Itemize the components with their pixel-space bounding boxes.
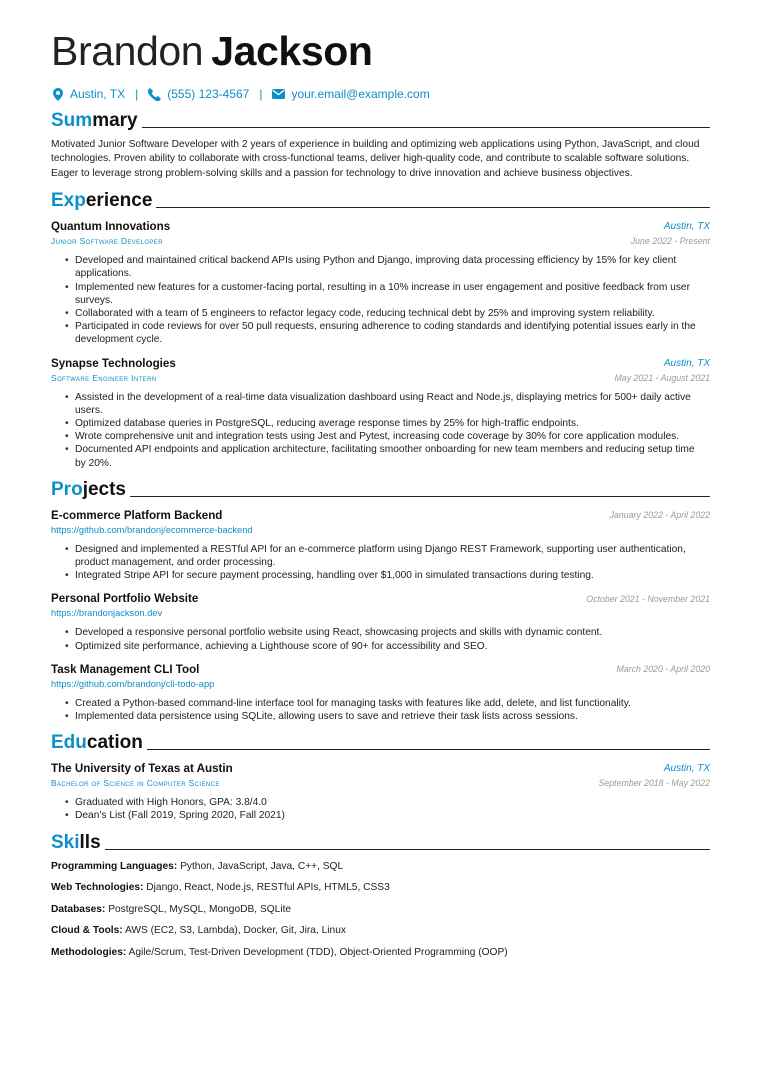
bullet-item: • Integrated Stripe API for secure payment processing, handling over $1,000 in simulated transactions during testing. <box>75 569 710 582</box>
project-name: Personal Portfolio Website <box>51 592 199 606</box>
project-dates: March 2020 - April 2020 <box>616 664 710 675</box>
education-dates: September 2018 - May 2022 <box>598 778 710 789</box>
heading-rule <box>130 496 710 497</box>
project-bullets <box>51 626 710 652</box>
skill-row <box>51 881 710 895</box>
bullet-item: • Collaborated with a team of 5 engineers to refactor legacy code, reducing technical debt by 25% and improving system reliability. <box>75 307 710 320</box>
project-entry <box>51 662 710 723</box>
school-name: The University of Texas at Austin <box>51 762 233 776</box>
skill-row <box>51 860 710 874</box>
email-link[interactable]: your.email@example.com <box>291 87 430 101</box>
job-role: Junior Software Developer <box>51 236 163 247</box>
skill-value: Django, React, Node.js, RESTful APIs, HTML5, CSS3 <box>143 882 390 894</box>
bullet-item: • Assisted in the development of a real-time data visualization dashboard using React and Node.js, displaying metrics for 500+ daily active users. <box>75 391 710 417</box>
summary-heading: Summary <box>51 110 710 132</box>
skill-row <box>51 946 710 960</box>
bullet-item: • Implemented data persistence using SQLite, allowing users to save and retrieve their task lists across sessions. <box>75 710 710 723</box>
job-bullets <box>51 254 710 346</box>
project-dates: January 2022 - April 2022 <box>609 510 710 521</box>
project-link[interactable]: https://brandonjackson.dev <box>51 608 163 619</box>
phone-text[interactable]: (555) 123-4567 <box>167 87 250 101</box>
education-entry <box>51 761 710 822</box>
phone-icon <box>148 88 161 101</box>
project-bullets <box>51 543 710 583</box>
project-entry <box>51 508 710 583</box>
contact-separator: | <box>259 87 263 101</box>
project-name: Task Management CLI Tool <box>51 662 200 676</box>
skill-value: Agile/Scrum, Test-Driven Development (TDD), Object-Oriented Programming (OOP) <box>126 946 508 958</box>
degree: Bachelor of Science in Computer Science <box>51 778 220 789</box>
school-location: Austin, TX <box>663 763 710 775</box>
resume-page <box>51 28 710 967</box>
heading-rule <box>142 127 710 128</box>
skill-value: AWS (EC2, S3, Lambda), Docker, Git, Jira, Linux <box>122 925 346 937</box>
bullet-item: • Optimized site performance, achieving a Lighthouse score of 90+ for accessibility and SEO. <box>75 640 710 653</box>
skill-row <box>51 924 710 938</box>
project-dates: October 2021 - November 2021 <box>586 593 710 604</box>
bullet-item: • Developed a responsive personal portfolio website using React, showcasing projects and skills with dynamic content. <box>75 626 710 639</box>
heading-rule <box>105 849 710 850</box>
job-location: Austin, TX <box>663 357 710 369</box>
heading-rule <box>147 749 710 750</box>
summary-text: Motivated Junior Software Developer with 2 years of experience in building and optimizing web applications using Python, JavaScript, and cloud technologies. Proven ability to collaborate with cross-functional teams, deliver high-quality code, and contribute to scalable software solutions. Eager to leverage strong problem-solving skills and a passion for technology to drive innovation and achieve business objectives. <box>51 139 700 179</box>
skills-list <box>51 860 710 960</box>
skill-label: Programming Languages: <box>51 860 178 872</box>
project-bullets <box>51 697 710 723</box>
job-bullets <box>51 391 710 470</box>
location-text: Austin, TX <box>70 87 126 101</box>
project-link[interactable]: https://github.com/brandonj/cli-todo-app <box>51 678 215 689</box>
job-dates: June 2022 - Present <box>630 236 710 247</box>
skill-row <box>51 903 710 917</box>
bullet-item: • Created a Python-based command-line interface tool for managing tasks with features like add, delete, and list functionality. <box>75 697 710 710</box>
job-role: Software Engineer Intern <box>51 372 157 383</box>
skill-value: Python, JavaScript, Java, C++, SQL <box>177 860 344 872</box>
contact-line <box>51 86 710 102</box>
skill-value: PostgreSQL, MySQL, MongoDB, SQLite <box>105 903 292 915</box>
skill-label: Databases: <box>51 903 106 915</box>
bullet-item: • Dean’s List (Fall 2019, Spring 2020, Fall 2021) <box>75 809 710 822</box>
job-dates: May 2021 - August 2021 <box>614 372 710 383</box>
bullet-item: • Implemented new features for a customer-facing portal, resulting in a 10% increase in user engagement and positive feedback from user surveys. <box>75 281 710 307</box>
company-name: Synapse Technologies <box>51 356 176 370</box>
bullet-item: • Developed and maintained critical backend APIs using Python and Django, improving data processing efficiency by 15% for key client applications. <box>75 254 710 280</box>
skill-label: Web Technologies: <box>51 882 144 894</box>
project-link[interactable]: https://github.com/brandonj/ecommerce-backend <box>51 524 253 535</box>
project-entry <box>51 591 710 652</box>
envelope-icon <box>272 88 285 101</box>
map-pin-icon <box>51 88 64 101</box>
skills-heading: Skills <box>51 832 710 854</box>
company-name: Quantum Innovations <box>51 220 171 234</box>
project-name: E-commerce Platform Backend <box>51 508 223 522</box>
contact-separator: | <box>135 87 139 101</box>
job-location: Austin, TX <box>663 221 710 233</box>
bullet-item: • Participated in code reviews for over 50 pull requests, ensuring adherence to coding standards and identifying potential issues early in the development cycle. <box>75 320 710 346</box>
first-name: Brandon <box>51 28 204 74</box>
experience-entry <box>51 219 710 346</box>
bullet-item: • Wrote comprehensive unit and integration tests using Jest and Pytest, increasing code coverage by 30% for core application modules. <box>75 430 710 443</box>
candidate-name <box>51 28 710 74</box>
skill-label: Cloud & Tools: <box>51 925 123 937</box>
education-heading: Education <box>51 732 710 754</box>
bullet-item: • Graduated with High Honors, GPA: 3.8/4.0 <box>75 796 710 809</box>
experience-heading: Experience <box>51 190 710 212</box>
bullet-item: • Optimized database queries in PostgreSQL, reducing average response times by 25% for high-traffic endpoints. <box>75 417 710 430</box>
projects-heading: Projects <box>51 479 710 501</box>
bullet-item: • Documented API endpoints and application architecture, facilitating smoother onboarding for new team members and reducing setup time by 20%. <box>75 443 710 469</box>
skill-label: Methodologies: <box>51 946 127 958</box>
heading-rule <box>156 207 710 208</box>
bullet-item: • Designed and implemented a RESTful API for an e-commerce platform using Django REST Framework, supporting user authentication, product management, and order processing. <box>75 543 710 569</box>
education-bullets <box>51 796 710 822</box>
last-name: Jackson <box>211 28 373 74</box>
experience-entry <box>51 356 710 470</box>
